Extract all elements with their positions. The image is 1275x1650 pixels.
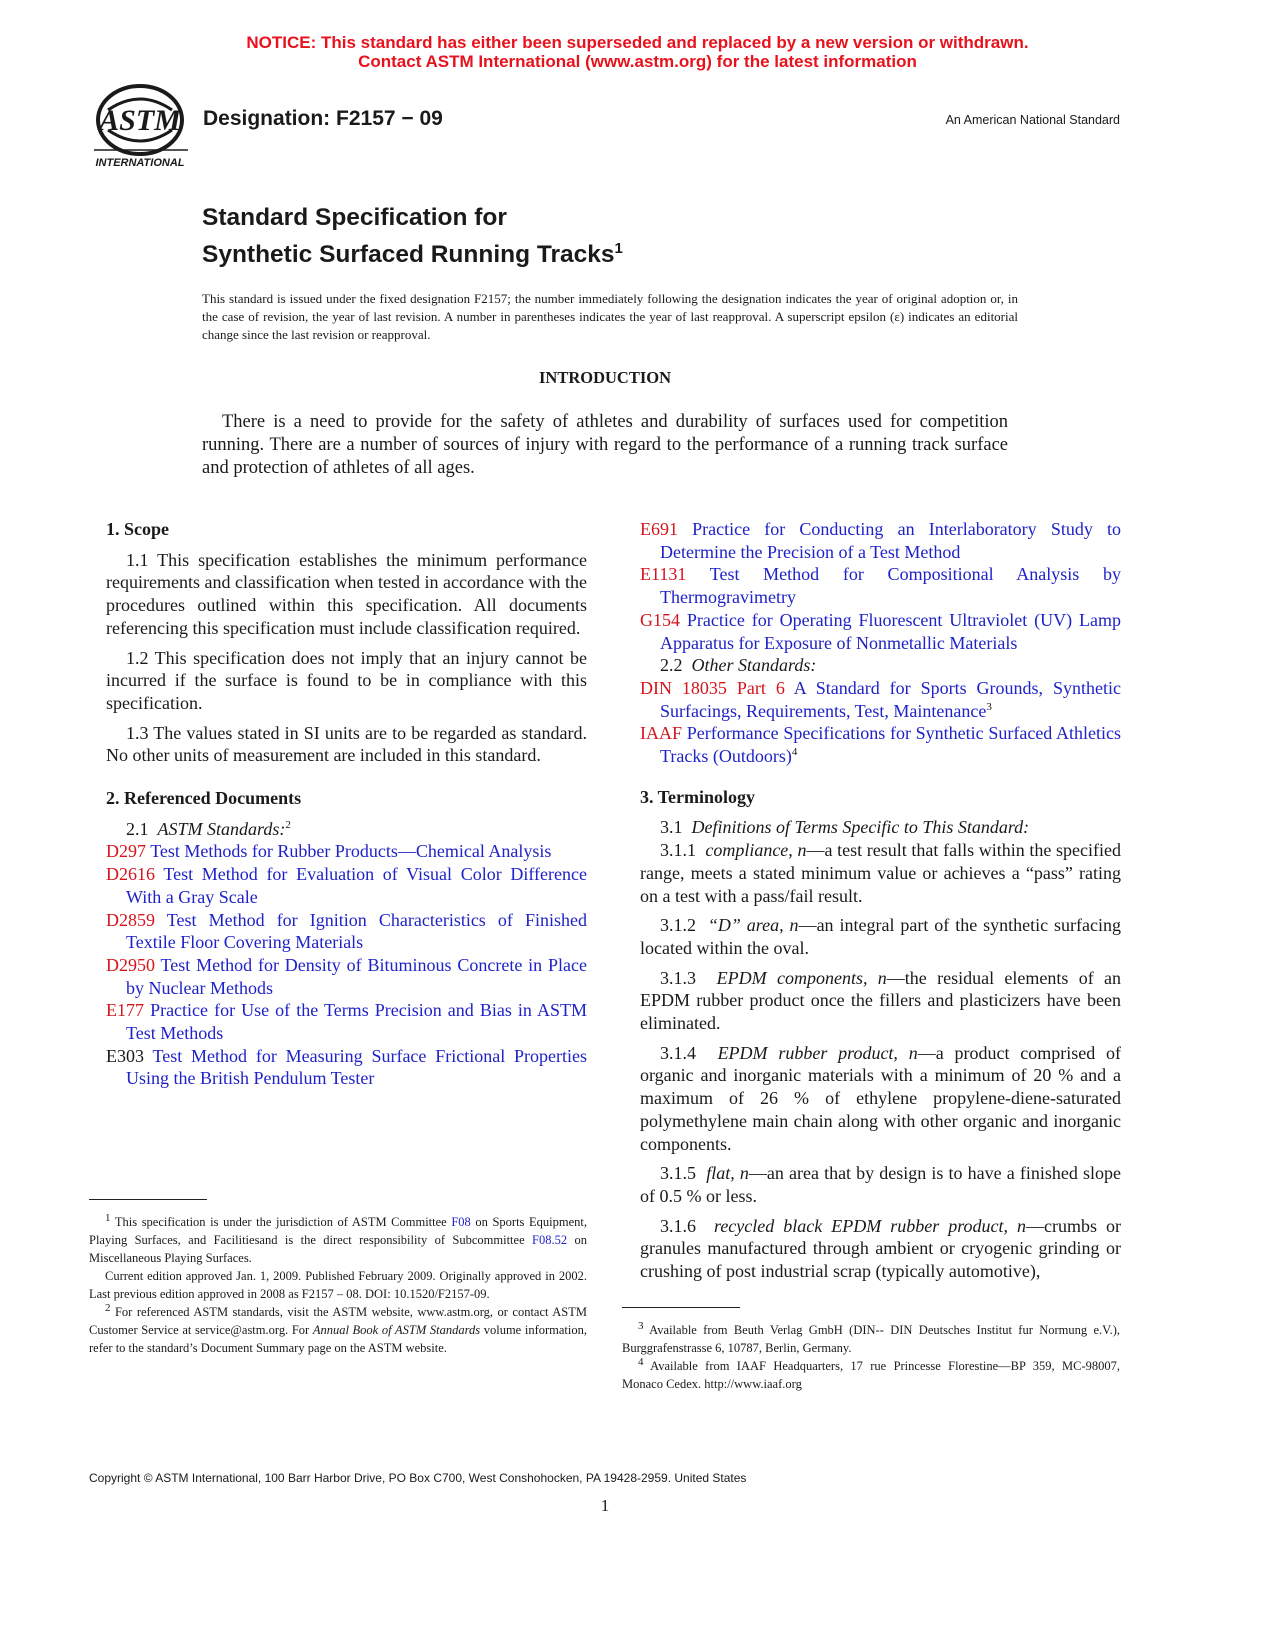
term-num: 3.1.2 [660,915,696,936]
ref-code[interactable]: E1131 [640,564,687,585]
footnote-text: on Miscellaneous Playing Surfaces. [89,1233,587,1265]
title-footnote-mark: 1 [614,240,623,257]
other-standards-num: 2.2 [660,655,683,676]
ref-title[interactable]: Practice for Conducting an Interlaboratory Study to Determine the Precision of a Test Method [660,519,1121,562]
astm-standards-num: 2.1 [126,818,149,839]
term-def: —a product comprised of organic and inorganic materials with a minimum of 20 % and a maximum of 26 % of ethylene propylene-diene-saturated polymethylene main chain along with other organic and inorganic components. [640,1042,1122,1154]
astm-standards-fn: 2 [285,818,291,831]
right-column [640,518,1121,1290]
ref-e1131[interactable] [640,563,1121,608]
astm-standards-label [106,818,587,841]
ref-code[interactable]: D2950 [106,954,155,975]
ref-d2616[interactable] [106,863,587,908]
ref-e177[interactable] [106,999,587,1044]
definitions-text: Definitions of Terms Specific to This Standard: [691,817,1030,838]
ref-title[interactable]: A Standard for Sports Grounds, Synthetic Surfacings, Requirements, Test, Maintenance [660,677,1121,721]
footnote-text: volume information, refer to the standard’s Document Summary page on the ASTM website. [89,1323,587,1355]
ref-footnote-mark: 4 [791,746,798,759]
term-num: 3.1.6 [660,1215,696,1236]
term-3-1-1 [640,839,1121,907]
ref-title[interactable]: Test Method for Density of Bituminous Concrete in Place by Nuclear Methods [126,954,587,998]
footnote-text: For referenced ASTM standards, visit the ASTM website, www.astm.org, or contact ASTM Customer Service at service@astm.org. For [89,1305,588,1337]
footnote-mark: 3 [638,1319,644,1332]
term-3-1-3 [640,967,1121,1035]
ref-title[interactable]: Performance Specifications for Synthetic Surfaced Athletics Tracks (Outdoors) [660,723,1121,767]
term-name: EPDM rubber product, n [717,1042,918,1063]
ref-title[interactable]: Test Methods for Rubber Products—Chemical Analysis [150,841,552,862]
page-title [202,202,623,270]
footnote-text: Available from IAAF Headquarters, 17 rue Princesse Florestine—BP 359, MC-98007, Monaco Cedex. http://www.iaaf.org [622,1359,1120,1391]
astm-logo-icon [88,80,192,172]
term-name: “D” area, n [707,915,799,936]
designation: Designation: F2157 − 09 [203,107,443,130]
ref-d297[interactable] [106,840,587,863]
logo-text: INTERNATIONAL [95,157,185,169]
term-num: 3.1.1 [660,840,696,861]
ref-iaaf[interactable] [640,722,1121,767]
astm-standards-text: ASTM Standards: [157,818,286,839]
left-column [106,518,587,1090]
definitions-label [640,816,1121,839]
subcommittee-link[interactable]: F08.52 [532,1233,568,1247]
ref-code[interactable]: D297 [106,841,146,862]
footnote-3 [622,1321,1120,1357]
ref-d2859[interactable] [106,909,587,954]
term-3-1-6 [640,1215,1121,1283]
committee-link[interactable]: F08 [451,1215,471,1229]
ref-title[interactable]: Test Method for Ignition Characteristics of Finished Textile Floor Covering Materials [126,909,587,953]
footnotes-right [622,1321,1120,1393]
term-def: —an area that by design is to have a finished slope of 0.5 % or less. [640,1163,1121,1206]
ref-code[interactable]: G154 [640,609,680,630]
ref-title[interactable]: Test Method for Measuring Surface Frictional Properties Using the British Pendulum Tester [126,1045,588,1089]
ref-e691[interactable] [640,518,1121,563]
term-3-1-2 [640,914,1121,959]
american-national-standard: An American National Standard [945,113,1120,127]
ref-d2950[interactable] [106,954,587,999]
ref-title[interactable]: Practice for Operating Fluorescent Ultraviolet (UV) Lamp Apparatus for Exposure of Nonmetallic Materials [660,609,1122,653]
term-def: —the residual elements of an EPDM rubber product once the fillers and plasticizers have been eliminated. [640,967,1122,1034]
scope-1-1: 1.1 This specification establishes the minimum performance requirements and classification when tested in accordance with the procedures outlined within this specification. All documents referencing this specification must include classification required. [106,549,587,638]
title-line-1: Standard Specification for [202,204,507,231]
ref-e303[interactable] [106,1045,587,1090]
notice-line-1: NOTICE: This standard has either been superseded and replaced by a new version or withdrawn. [246,33,1029,52]
ref-code[interactable]: IAAF [640,723,683,744]
term-name: compliance, n [705,840,807,861]
scope-1-2: 1.2 This specification does not imply that an injury cannot be incurred if the surface is found to be in compliance with this specification. [106,647,587,713]
term-name: recycled black EPDM rubber product, n [713,1215,1027,1236]
footnote-text: on Sports Equipment, Playing Surfaces, and Facilitiesand is the direct responsibility of Subcommittee [89,1215,587,1247]
footnote-text: Available from Beuth Verlag GmbH (DIN-- DIN Deutsches Institut fur Normung e.V.), Burggrafenstrasse 6, 10787, Berlin, Germany. [622,1323,1120,1355]
term-num: 3.1.5 [660,1163,696,1184]
footnote-edition: Current edition approved Jan. 1, 2009. Published February 2009. Originally approved in 2002. Last previous edition approved in 2008 as F2157 – 08. DOI: 10.1520/F2157-09. [89,1269,587,1301]
ref-code[interactable]: D2616 [106,864,155,885]
notice-line-2[interactable]: Contact ASTM International (www.astm.org) for the latest information [358,52,917,71]
ref-footnote-mark: 3 [986,700,992,713]
term-name: flat, n [706,1163,749,1184]
definitions-num: 3.1 [660,817,683,838]
preface: This standard is issued under the fixed designation F2157; the number immediately following the designation indicates the year of original adoption or, in the case of revision, the year of last revision. A number in parentheses indicates the year of last reapproval. A superscript epsilon (ε) indicates an editorial change since the last revision or reapproval. [202,291,1018,342]
footnote-text: This specification is under the jurisdiction of ASTM Committee [114,1215,452,1229]
svg-text:ASTM: ASTM [99,104,181,137]
term-def: —crumbs or granules manufactured through ambient or cryogenic grinding or crushing of post industrial scrap (typically automotive), [640,1215,1122,1282]
introduction-text: There is a need to provide for the safety of athletes and durability of surfaces used for competition running. There are a number of sources of injury with regard to the performance of a running track surface and protection of athletes of all ages. [202,412,1008,478]
footnote-italic: Annual Book of ASTM Standards [312,1323,481,1337]
ref-title[interactable]: Test Method for Evaluation of Visual Color Difference With a Gray Scale [126,864,587,907]
ref-din-18035[interactable] [640,677,1121,722]
term-def: —an integral part of the synthetic surfacing located within the oval. [640,915,1121,958]
term-3-1-4 [640,1042,1121,1156]
footnote-4 [622,1357,1120,1393]
ref-code[interactable]: E691 [640,519,678,539]
footnote-1 [89,1213,587,1267]
term-3-1-5 [640,1162,1121,1207]
term-num: 3.1.3 [660,967,696,988]
ref-code[interactable]: D2859 [106,909,155,930]
introduction-heading: INTRODUCTION [538,368,672,387]
footnote-divider-left [89,1199,207,1200]
ref-code[interactable]: E177 [106,1000,144,1021]
other-standards-text: Other Standards: [691,655,817,676]
term-def: —a test result that falls within the specified range, meets a stated minimum value or achieves a “pass” rating on a test with a pass/fail result. [640,840,1122,906]
footnote-mark: 2 [105,1301,111,1314]
supersede-notice [0,33,1275,71]
footnotes-left [89,1213,587,1357]
page-number: 1 [600,1496,610,1515]
term-num: 3.1.4 [660,1042,696,1063]
ref-code: E303 [106,1045,144,1066]
other-standards-label [640,654,1121,677]
ref-g154[interactable] [640,609,1121,654]
term-name: EPDM components, n [716,967,887,988]
ref-code[interactable]: DIN 18035 Part 6 [640,677,785,698]
title-line-2: Synthetic Surfaced Running Tracks [202,241,615,269]
referenced-documents-heading: 2. Referenced Documents [106,788,302,809]
copyright: Copyright © ASTM International, 100 Barr Harbor Drive, PO Box C700, West Conshohocken, PA 19428-2959. United States [89,1471,747,1485]
footnote-mark: 4 [638,1355,644,1368]
footnote-mark: 1 [105,1211,111,1224]
footnote-2 [89,1303,587,1357]
scope-heading: 1. Scope [106,519,169,539]
terminology-heading: 3. Terminology [640,786,756,807]
ref-title[interactable]: Test Method for Compositional Analysis by Thermogravimetry [660,564,1121,608]
scope-1-3: 1.3 The values stated in SI units are to be regarded as standard. No other units of measurement are included in this standard. [106,722,587,766]
footnote-divider-right [622,1307,740,1308]
ref-title[interactable]: Practice for Use of the Terms Precision and Bias in ASTM Test Methods [126,1000,587,1044]
